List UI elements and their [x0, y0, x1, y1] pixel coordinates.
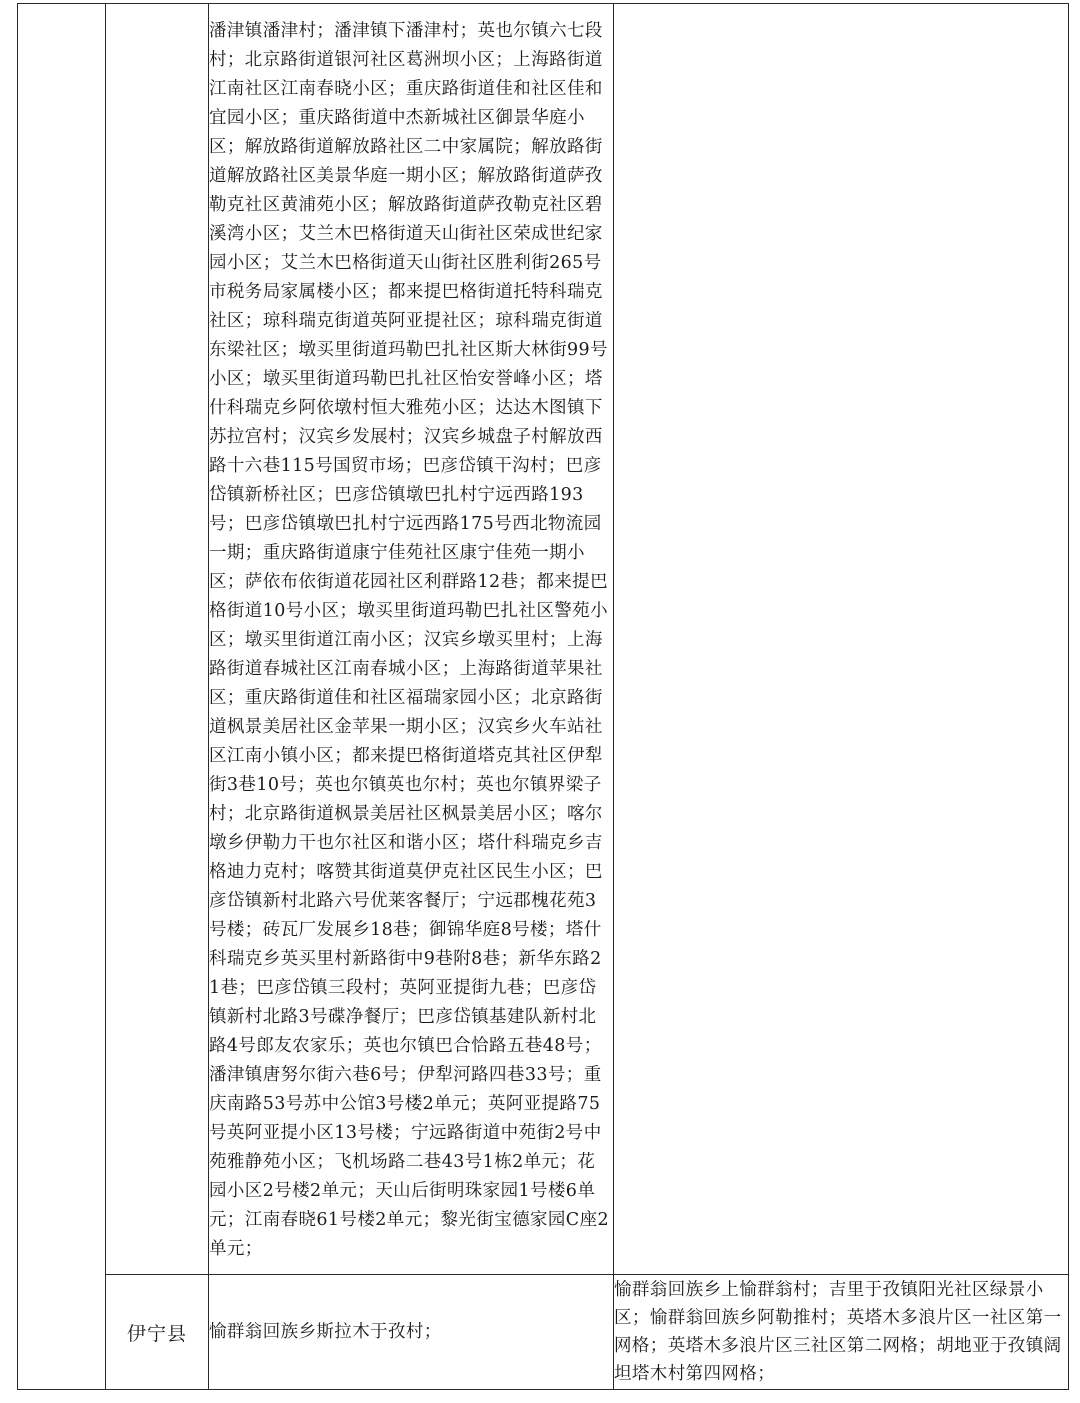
table-row [18, 1275, 1069, 1390]
area-list-cell-secondary [614, 4, 1069, 1275]
area-list-cell [209, 1275, 614, 1390]
area-list-text: 愉群翁回族乡斯拉木于孜村； [209, 1321, 442, 1342]
county-name: 伊宁县 [126, 1322, 187, 1345]
row-span-cell [18, 4, 106, 1390]
table-row [18, 4, 1069, 1275]
county-cell [106, 1275, 209, 1390]
area-list-cell [209, 4, 614, 1275]
county-cell [106, 4, 209, 1275]
area-list-cell-secondary [614, 1275, 1069, 1390]
area-list-text: 潘津镇潘津村；潘津镇下潘津村；英也尔镇六七段村；北京路街道银河社区葛洲坝小区；上海路街道江南社区江南春晓小区；重庆路街道佳和社区佳和宜园小区；重庆路街道中杰新城社区御景华庭小区；解放路街道解放路社区二中家属院；解放路街道解放路社区美景华庭一期小区；解放路街道萨孜勒克社区黄浦苑小区；解放路街道萨孜勒克社区碧溪湾小区；艾兰木巴格街道天山街社区荣成世纪家园小区；艾兰木巴格街道天山街社区胜利街265号市税务局家属楼小区；都来提巴格街道托特科瑞克社区；琼科瑞克街道英阿亚提社区；琼科瑞克街道东梁社区；墩买里街道玛勒巴扎社区斯大林街99号小区；墩买里街道玛勒巴扎社区怡安誉峰小区；塔什科瑞克乡阿依墩村恒大雅苑小区；达达木图镇下苏拉宫村；汉宾乡发展村；汉宾乡城盘子村解放西路十六巷115号国贸市场；巴彦岱镇干沟村；巴彦岱镇新桥社区；巴彦岱镇墩巴扎村宁远西路193号；巴彦岱镇墩巴扎村宁远西路175号西北物流园一期；重庆路街道康宁佳苑社区康宁佳苑一期小区；萨依布依街道花园社区利群路12巷；都来提巴格街道10号小区；墩买里街道玛勒巴扎社区警苑小区；墩买里街道江南小区；汉宾乡墩买里村；上海路街道春城社区江南春城小区；上海路街道苹果社区；重庆路街道佳和社区福瑞家园小区；北京路街道枫景美居社区金苹果一期小区；汉宾乡火车站社区江南小镇小区；都来提巴格街道塔克其社区伊犁街3巷10号；英也尔镇英也尔村；英也尔镇界梁子村；北京路街道枫景美居社区枫景美居小区；喀尔墩乡伊勒力干也尔社区和谐小区；塔什科瑞克乡吉格迪力克村；喀赞其街道莫伊克社区民生小区；巴彦岱镇新村北路六号优莱客餐厅；宁远郡槐花苑3号楼；砖瓦厂发展乡18巷；御锦华庭8号楼；塔什科瑞克乡英买里村新路街中9巷附8巷；新华东路21巷；巴彦岱镇三段村；英阿亚提街九巷；巴彦岱镇新村北路3号碟净餐厅；巴彦岱镇基建队新村北路4号郎友农家乐；英也尔镇巴合恰路五巷48号；潘津镇唐努尔街六巷6号；伊犁河路四巷33号；重庆南路53号苏中公馆3号楼2单元；英阿亚提路75号英阿亚提小区13号楼；宁远路街道中苑街2号中苑雅静苑小区；飞机场路二巷43号1栋2单元；花园小区2号楼2单元；天山后街明珠家园1号楼6单元；江南春晓61号楼2单元；黎光街宝德家园C座2单元； [209, 21, 610, 1259]
area-list-text-secondary: 愉群翁回族乡上愉群翁村；吉里于孜镇阳光社区绿景小区；愉群翁回族乡阿勒推村；英塔木多浪片区一社区第一网格；英塔木多浪片区三社区第二网格；胡地亚于孜镇阔坦塔木村第四网格； [614, 1280, 1062, 1384]
region-list-table [17, 3, 1069, 1390]
